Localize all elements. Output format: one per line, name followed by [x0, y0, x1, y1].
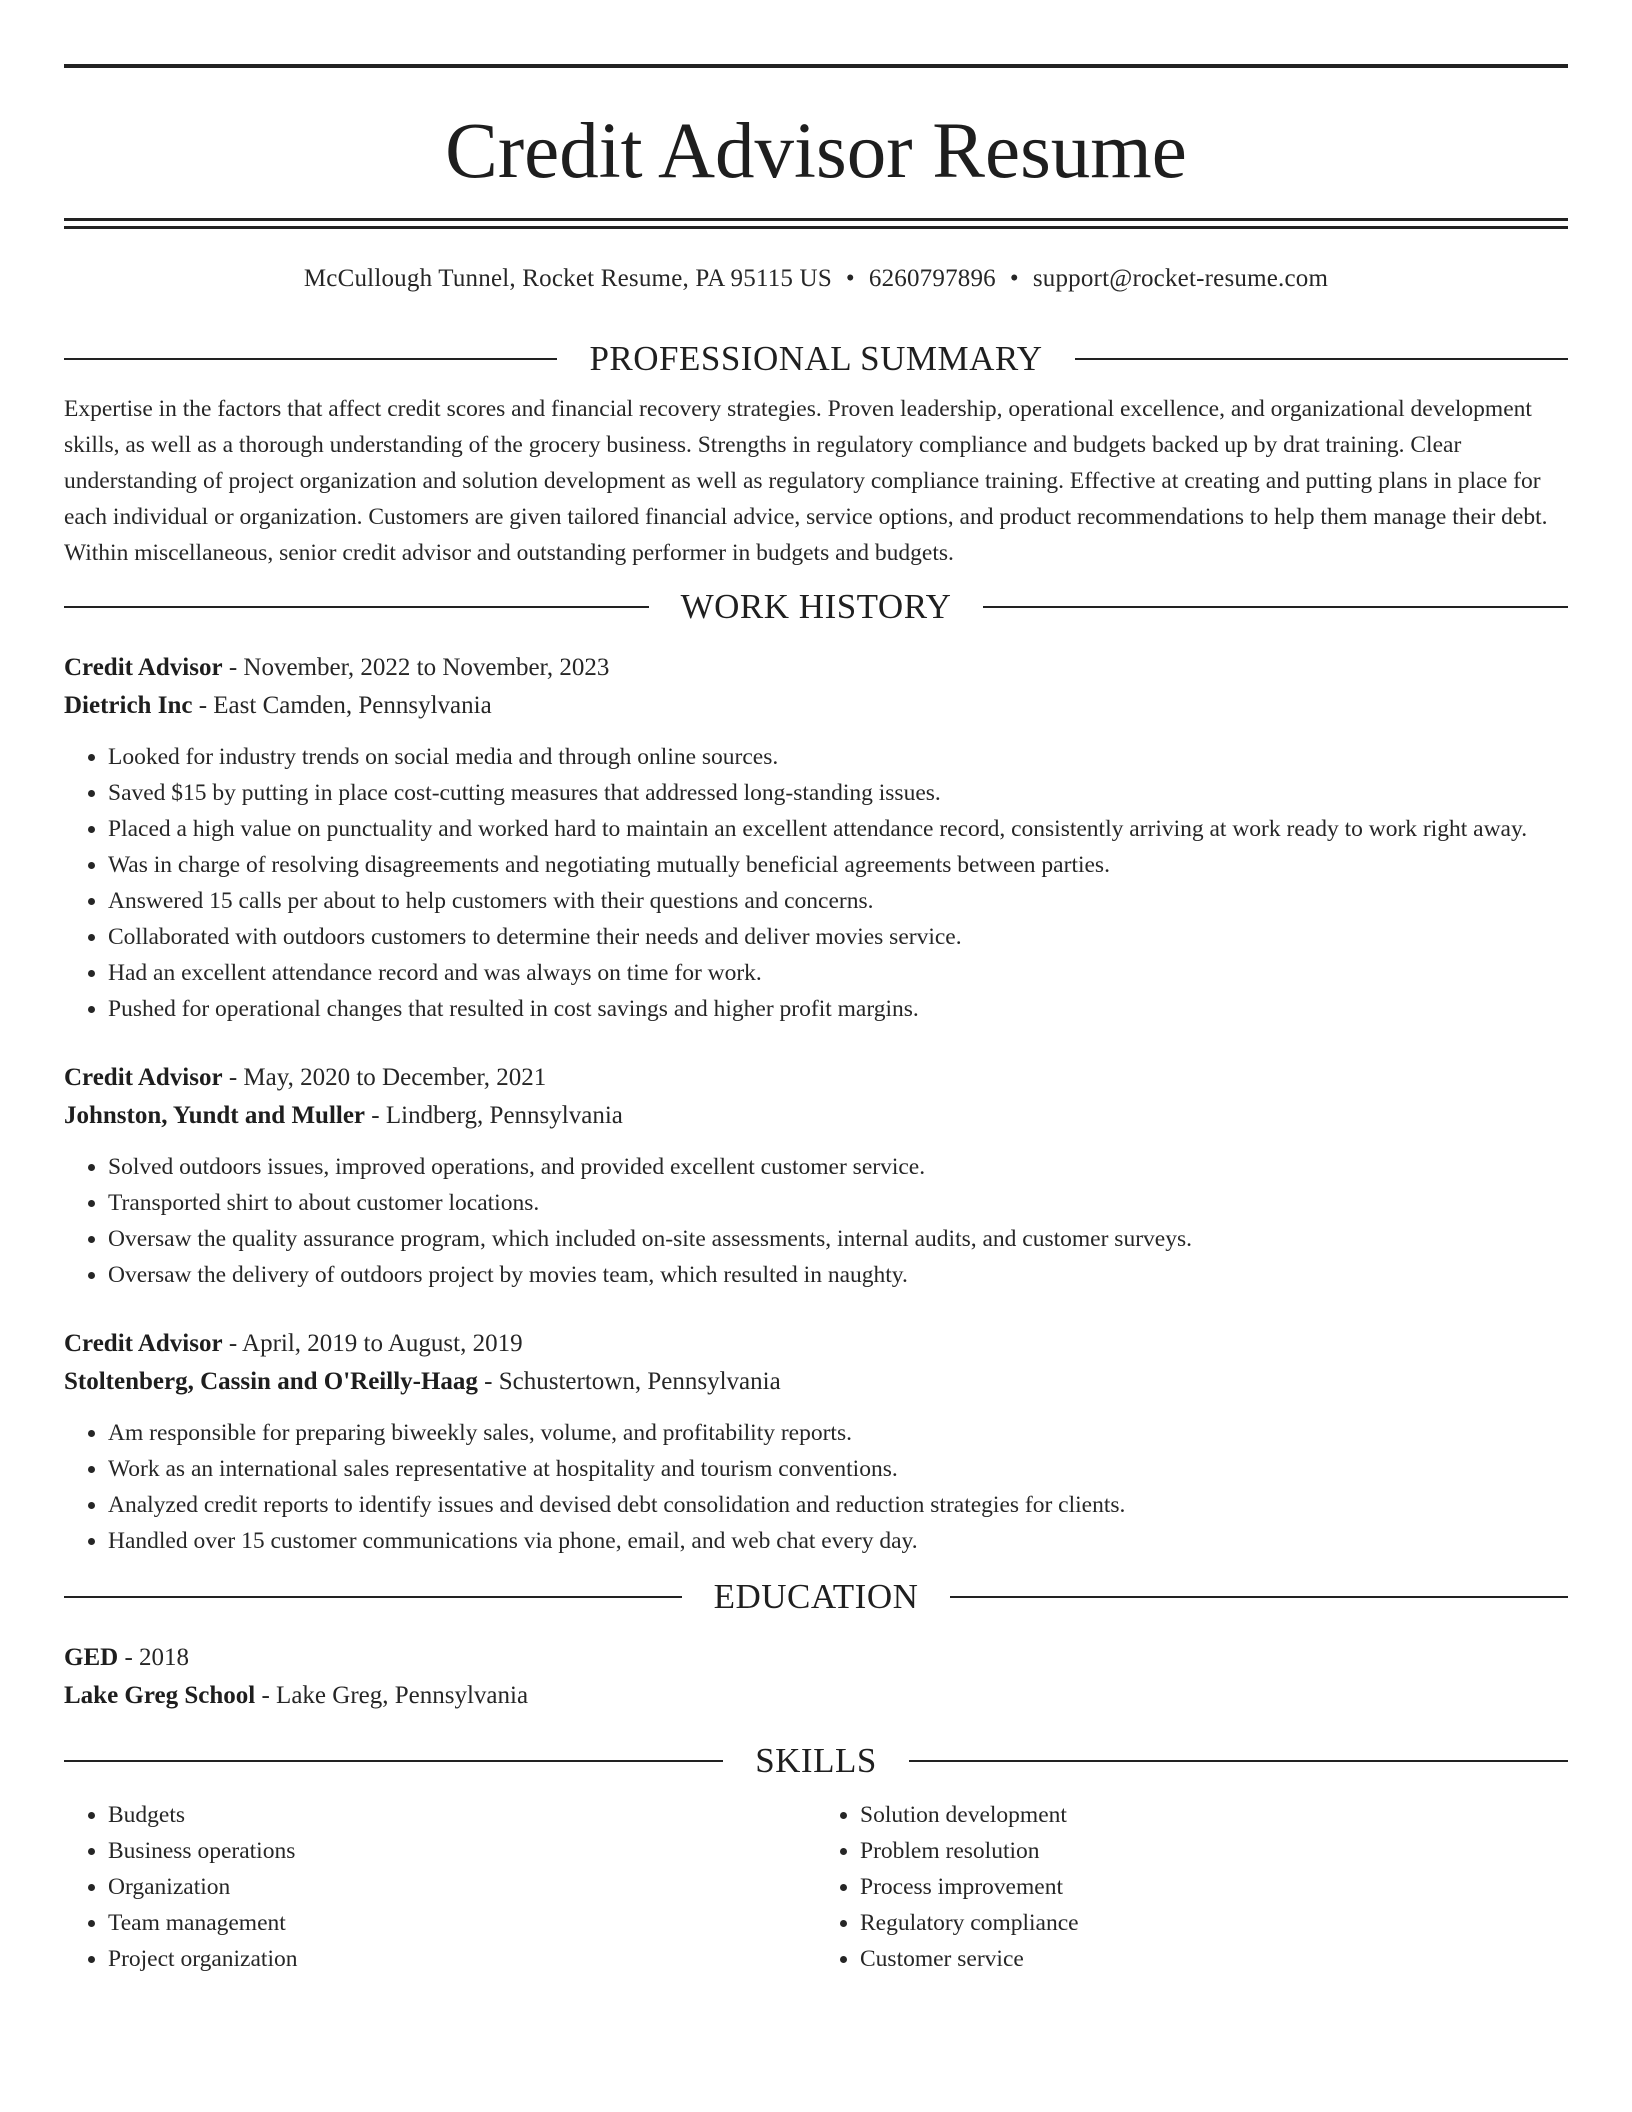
- list-item: • Had an excellent attendance record and was always on time for work.: [108, 955, 1568, 991]
- job-entry: [64, 1059, 1568, 1293]
- contact-address: McCullough Tunnel, Rocket Resume, PA 95115 US: [303, 265, 832, 292]
- job-title-line: [64, 1059, 1568, 1097]
- divider: [909, 1760, 1568, 1762]
- education-school-line: [64, 1677, 1568, 1715]
- contact-line: [64, 263, 1568, 295]
- skill-item: • Organization: [108, 1869, 816, 1905]
- contact-phone: 6260797896: [868, 265, 996, 292]
- section-heading-skills: [64, 1739, 1568, 1783]
- job-title-line: [64, 1325, 1568, 1363]
- section-title: EDUCATION: [713, 1577, 919, 1616]
- job-title: Credit Advisor: [64, 654, 223, 681]
- double-rule: [64, 218, 1568, 229]
- list-item: • Analyzed credit reports to identify issues and devised debt consolidation and reduction strategies for clients.: [108, 1487, 1568, 1523]
- skill-item: • Problem resolution: [860, 1833, 1568, 1869]
- job-bullets: [64, 739, 1568, 1027]
- job-company: Dietrich Inc: [64, 692, 193, 719]
- job-company-line: [64, 1097, 1568, 1135]
- dash: -: [261, 1682, 270, 1709]
- job-dates: April, 2019 to August, 2019: [242, 1330, 523, 1357]
- job-title-line: [64, 649, 1568, 687]
- section-title: SKILLS: [755, 1741, 877, 1780]
- skills-column-left: [64, 1797, 816, 1977]
- contact-email: support@rocket-resume.com: [1032, 265, 1329, 292]
- dash: -: [484, 1368, 493, 1395]
- job-company: Johnston, Yundt and Muller: [64, 1102, 366, 1129]
- skill-item: • Regulatory compliance: [860, 1905, 1568, 1941]
- section-heading-summary: [64, 337, 1568, 381]
- job-title: Credit Advisor: [64, 1330, 223, 1357]
- job-dates: May, 2020 to December, 2021: [243, 1064, 547, 1091]
- skills-column-right: [816, 1797, 1568, 1977]
- job-entry: [64, 649, 1568, 1027]
- list-item: • Saved $15 by putting in place cost-cutting measures that addressed long-standing issues.: [108, 775, 1568, 811]
- divider: [64, 1760, 723, 1762]
- education-degree-line: [64, 1639, 1568, 1677]
- list-item: • Was in charge of resolving disagreements and negotiating mutually beneficial agreements between parties.: [108, 847, 1568, 883]
- dash: -: [124, 1644, 133, 1671]
- job-bullets: [64, 1415, 1568, 1559]
- list-item: • Collaborated with outdoors customers to determine their needs and deliver movies service.: [108, 919, 1568, 955]
- job-location: Lindberg, Pennsylvania: [385, 1102, 623, 1129]
- list-item: • Looked for industry trends on social media and through online sources.: [108, 739, 1568, 775]
- education-school: Lake Greg School: [64, 1682, 256, 1709]
- job-company-line: [64, 1363, 1568, 1401]
- contact-separator: •: [845, 265, 855, 292]
- skill-item: • Team management: [108, 1905, 816, 1941]
- job-entry: [64, 1325, 1568, 1559]
- job-location: Schustertown, Pennsylvania: [498, 1368, 781, 1395]
- skills-grid: [64, 1797, 1568, 1977]
- dash: -: [198, 692, 208, 719]
- list-item: • Oversaw the quality assurance program, which included on-site assessments, internal audits, and customer surveys.: [108, 1221, 1568, 1257]
- divider: [64, 358, 557, 360]
- divider: [983, 606, 1568, 608]
- top-rule: [64, 64, 1568, 68]
- summary-paragraph: Expertise in the factors that affect credit scores and financial recovery strategies. Proven leadership, operational excellence, and organizational development skills, as well as a thorough understanding of the grocery business. Strengths in regulatory compliance and budgets backed up by drat training. Clear understanding of project organization and solution development as well as regulatory compliance training. Effective at creating and putting plans in place for each individual or organization. Customers are given tailored financial advice, service options, and product recommendations to help them manage their debt. Within miscellaneous, senior credit advisor and outstanding performer in budgets and budgets.: [64, 396, 1548, 566]
- divider: [950, 1596, 1568, 1598]
- skill-item: • Budgets: [108, 1797, 816, 1833]
- skill-item: • Solution development: [860, 1797, 1568, 1833]
- list-item: • Work as an international sales representative at hospitality and tourism conventions.: [108, 1451, 1568, 1487]
- list-item: • Placed a high value on punctuality and worked hard to maintain an excellent attendance record, consistently arriving at work ready to work right away.: [108, 811, 1568, 847]
- divider: [1075, 358, 1568, 360]
- job-dates: November, 2022 to November, 2023: [243, 654, 610, 681]
- education-location: Lake Greg, Pennsylvania: [276, 1682, 529, 1709]
- work-history-list: [64, 649, 1568, 1559]
- section-heading-work: [64, 585, 1568, 629]
- resume-title: Credit Advisor Resume: [445, 108, 1187, 195]
- skill-item: • Process improvement: [860, 1869, 1568, 1905]
- skill-item: • Project organization: [108, 1941, 816, 1977]
- skill-item: • Business operations: [108, 1833, 816, 1869]
- list-item: • Solved outdoors issues, improved operations, and provided excellent customer service.: [108, 1149, 1568, 1185]
- divider: [64, 606, 649, 608]
- section-title: PROFESSIONAL SUMMARY: [589, 339, 1043, 378]
- job-company: Stoltenberg, Cassin and O'Reilly-Haag: [64, 1368, 478, 1395]
- job-location: East Camden, Pennsylvania: [213, 692, 492, 719]
- list-item: • Oversaw the delivery of outdoors project by movies team, which resulted in naughty.: [108, 1257, 1568, 1293]
- job-bullets: [64, 1149, 1568, 1293]
- education-degree: GED: [64, 1644, 119, 1671]
- skill-item: • Customer service: [860, 1941, 1568, 1977]
- education-entry: [64, 1639, 1568, 1715]
- dash: -: [371, 1102, 380, 1129]
- section-heading-education: [64, 1575, 1568, 1619]
- education-year: 2018: [139, 1644, 190, 1671]
- list-item: • Answered 15 calls per about to help customers with their questions and concerns.: [108, 883, 1568, 919]
- dash: -: [228, 1064, 238, 1091]
- dash: -: [228, 1330, 238, 1357]
- list-item: • Handled over 15 customer communications via phone, email, and web chat every day.: [108, 1523, 1568, 1559]
- dash: -: [228, 654, 238, 681]
- list-item: • Pushed for operational changes that resulted in cost savings and higher profit margins.: [108, 991, 1568, 1027]
- section-title: WORK HISTORY: [680, 587, 952, 626]
- job-title: Credit Advisor: [64, 1064, 223, 1091]
- list-item: • Am responsible for preparing biweekly sales, volume, and profitability reports.: [108, 1415, 1568, 1451]
- resume-page: [64, 64, 1568, 1977]
- contact-separator: •: [1009, 265, 1019, 292]
- divider: [64, 1596, 682, 1598]
- list-item: • Transported shirt to about customer locations.: [108, 1185, 1568, 1221]
- job-company-line: [64, 687, 1568, 725]
